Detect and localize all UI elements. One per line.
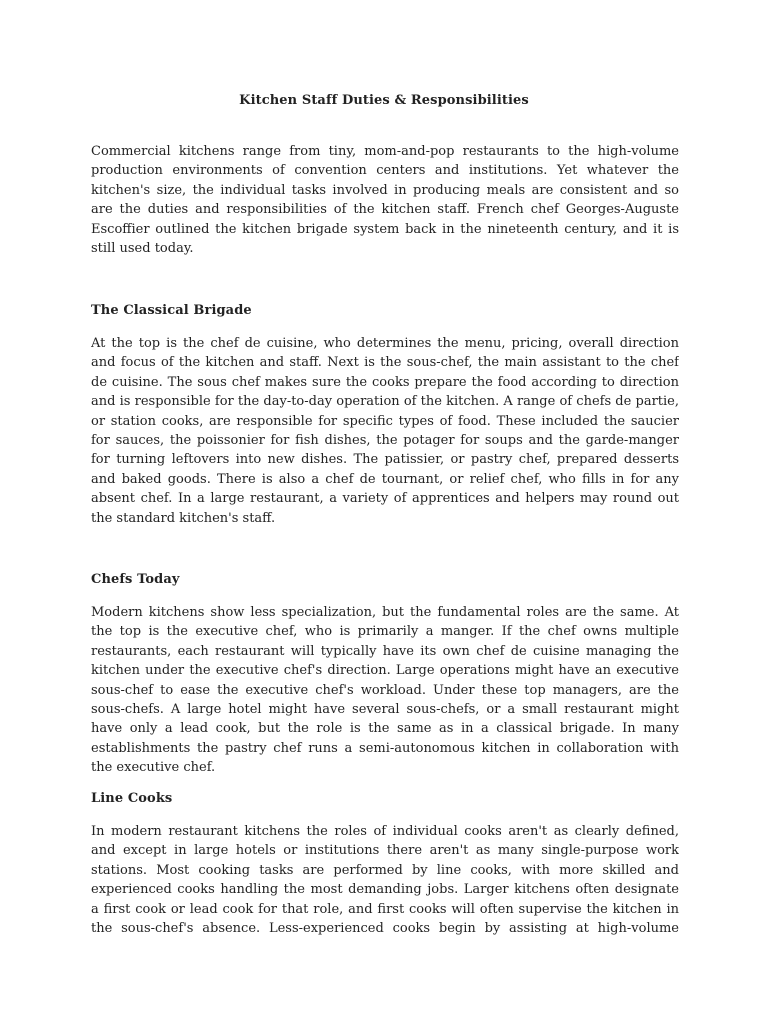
paragraph-line: or station cooks, are responsible for specific types of food. These included the saucier: [91, 413, 679, 429]
paragraph-line: experienced cooks handling the most demanding jobs. Larger kitchens often designate: [91, 882, 679, 898]
paragraph-line: establishments the pastry chef runs a semi-autonomous kitchen in collaboration with: [91, 740, 679, 756]
paragraph-line: restaurants, each restaurant will typically have its own chef de cuisine managing the: [91, 643, 679, 659]
paragraph-line: have only a lead cook, but the role is the same as in a classical brigade. In many: [91, 721, 679, 737]
paragraph-line: for turning leftovers into new dishes. The patissier, or pastry chef, prepared desserts: [91, 452, 679, 468]
paragraph-line: Escoffier outlined the kitchen brigade system back in the nineteenth century, and it is: [91, 221, 679, 237]
paragraph-line: At the top is the chef de cuisine, who determines the menu, pricing, overall direction: [91, 336, 679, 351]
paragraph-line: a first cook or lead cook for that role, and first cooks will often supervise the kitchen in: [91, 901, 679, 917]
paragraph-line: de cuisine. The sous chef makes sure the cooks prepare the food according to direction: [91, 374, 679, 390]
chefs-today-paragraph: [91, 603, 679, 778]
classical-brigade-paragraph: [91, 334, 679, 528]
paragraph-line: still used today.: [91, 240, 194, 256]
paragraph-line: are the duties and responsibilities of the kitchen staff. French chef Georges-Auguste: [91, 202, 679, 218]
paragraph-line: In modern restaurant kitchens the roles of individual cooks aren't as clearly defined,: [91, 824, 679, 839]
paragraph-line: stations. Most cooking tasks are performed by line cooks, with more skilled and: [91, 862, 679, 878]
paragraph-line: for sauces, the poissonier for fish dishes, the potager for soups and the garde-manger: [91, 432, 679, 448]
paragraph-line: the executive chef.: [91, 760, 216, 776]
section-heading-chefs-today: Chefs Today: [91, 572, 180, 587]
paragraph-line: Commercial kitchens range from tiny, mom-and-pop restaurants to the high-volume: [91, 144, 679, 159]
paragraph-line: Modern kitchens show less specialization, but the fundamental roles are the same. At: [91, 605, 679, 620]
document-title: Kitchen Staff Duties & Responsibilities: [239, 93, 529, 108]
paragraph-line: and focus of the kitchen and staff. Next is the sous-chef, the main assistant to the chef: [91, 355, 679, 371]
paragraph-line: and is responsible for the day-to-day operation of the kitchen. A range of chefs de partie,: [91, 394, 679, 410]
intro-paragraph: [91, 142, 679, 258]
line-cooks-paragraph: [91, 822, 679, 938]
paragraph-line: the top is the executive chef, who is primarily a manger. If the chef owns multiple: [91, 624, 679, 640]
paragraph-line: production environments of convention centers and institutions. Yet whatever the: [91, 163, 679, 179]
paragraph-line: sous-chef to ease the executive chef's workload. Under these top managers, are the: [91, 682, 679, 698]
section-heading-classical-brigade: The Classical Brigade: [91, 303, 252, 318]
paragraph-line: and except in large hotels or institutions there aren't as many single-purpose work: [91, 843, 679, 859]
paragraph-line: kitchen under the executive chef's direction. Large operations might have an executive: [91, 663, 679, 679]
paragraph-line: kitchen's size, the individual tasks involved in producing meals are consistent and so: [91, 182, 679, 198]
paragraph-line: the standard kitchen's staff.: [91, 510, 276, 526]
paragraph-line: absent chef. In a large restaurant, a variety of apprentices and helpers may round out: [91, 491, 679, 507]
paragraph-line: the sous-chef's absence. Less-experienced cooks begin by assisting at high-volume: [91, 920, 679, 936]
paragraph-line: sous-chefs. A large hotel might have several sous-chefs, or a small restaurant might: [91, 701, 679, 717]
section-heading-line-cooks: Line Cooks: [91, 791, 173, 806]
paragraph-line: and baked goods. There is also a chef de tournant, or relief chef, who fills in for any: [91, 471, 679, 487]
